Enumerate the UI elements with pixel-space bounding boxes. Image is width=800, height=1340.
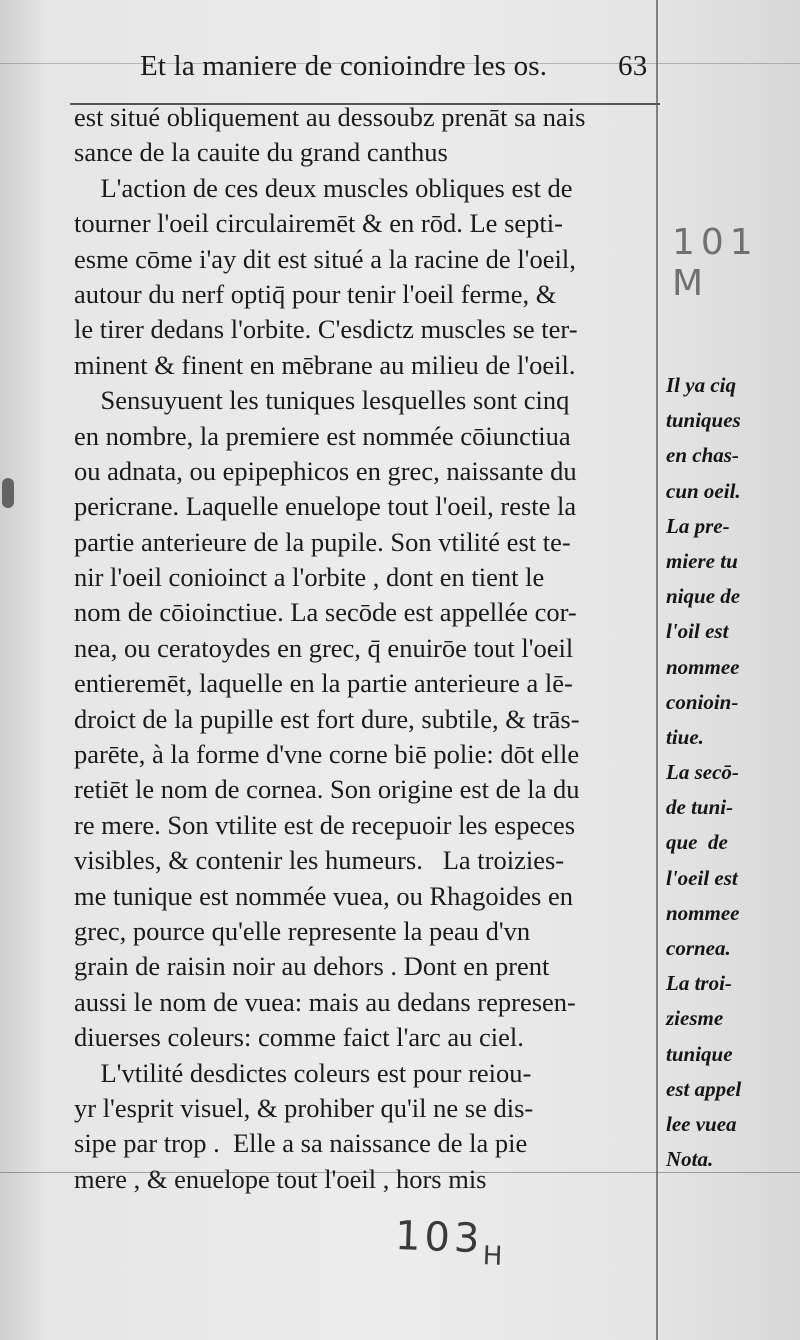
marginal-note-line: La pre- [666,513,730,538]
body-line: esme cōme i'ay dit est situé a la racine de l'oeil, [74,243,576,274]
body-text [74,100,664,1197]
marginal-note-line: Il ya ciq [666,373,736,397]
body-line: sance de la cauite du grand canthus [74,137,448,168]
marginal-note-line: tiue. [666,724,704,749]
page-number: 63 [618,50,648,82]
marginal-note-line: Nota. [666,1147,714,1172]
running-head-title: Et la maniere de conioindre les os. [140,50,548,82]
body-line: L'action de ces deux muscles obliques est de [74,172,573,203]
body-line: autour du nerf optiq̄ pour tenir l'oeil ferme, & [74,278,557,309]
marginal-note-line: est appel [666,1076,742,1101]
handwritten-folio-right: 101 M [672,222,759,304]
body-line: yr l'esprit visuel, & prohiber qu'il ne se dis- [74,1092,534,1123]
body-line: diuerses coleurs: comme faict l'arc au ciel. [74,1022,524,1053]
body-line: mere , & enuelope tout l'oeil , hors mis [74,1163,487,1194]
handwritten-number: 103 [394,1213,485,1263]
body-line: aussi le nom de vuea: mais au dedans represen- [74,986,576,1017]
body-line: tourner l'oeil circulairemēt & en rōd. Le septi- [74,208,563,239]
handwritten-suffix: H [482,1241,507,1272]
marginal-note-line: ziesme [666,1006,724,1031]
marginal-note-line: en chas- [666,443,739,468]
body-line: grec, pource qu'elle represente la peau d'vn [74,915,531,946]
body-line: me tunique est nommée vuea, ou Rhagoides en [74,880,573,911]
body-line: droict de la pupille est fort dure, subtile, & trās- [74,703,580,734]
marginal-note-line: miere tu [666,548,738,573]
marginal-note-line: tunique [666,1041,733,1066]
body-line: visibles, & contenir les humeurs. La troizies- [74,845,565,876]
body-line: en nombre, la premiere est nommée cōiunctiua [74,420,571,451]
body-line: entieremēt, laquelle en la partie anterieure a lē- [74,668,573,699]
marginal-note-line: conioin- [666,689,739,714]
running-head [140,50,660,90]
body-line: ou adnata, ou epipephicos en grec, naissante du [74,455,577,486]
marginal-note-line: tuniques [666,408,741,433]
marginal-note-line: l'oil est [666,619,729,644]
body-line: nom de cōioinctiue. La secōde est appellée cor- [74,597,577,628]
body-line: parēte, à la forme d'vne corne biē polie: dōt elle [74,739,580,770]
body-line: pericrane. Laquelle enuelope tout l'oeil, reste la [74,491,577,522]
body-line: retiēt le nom de cornea. Son origine est de la du [74,774,580,805]
marginal-note-line: nommee [666,654,740,679]
marginal-note-line: cornea. [666,936,731,960]
body-line: grain de raisin noir au dehors . Dont en prent [74,951,550,982]
marginal-note-line: que de [666,830,728,855]
marginal-note-line: La secō- [666,760,739,785]
ink-smudge [2,478,14,508]
body-line: re mere. Son vtilite est de recepuoir les especes [74,809,576,840]
body-line: le tirer dedans l'orbite. C'esdictz muscles se ter- [74,314,578,345]
marginal-note-line: nommee [666,900,740,925]
body-line: partie anterieure de la pupile. Son vtilité est te- [74,526,571,557]
marginal-note-line: de tuni- [666,795,734,820]
body-line: sipe par trop . Elle a sa naissance de la pie [74,1128,528,1159]
marginal-note-line: cun oeil. [666,478,741,503]
body-line: minent & finent en mēbrane au milieu de l'oeil. [74,349,576,380]
body-line: nea, ou ceratoydes en grec, q̄ enuirōe tout l'oeil [74,632,574,663]
body-line: nir l'oeil conioinct a l'orbite , dont en tient le [74,562,545,593]
body-line: est situé obliquement au dessoubz prenāt sa nais [74,102,586,132]
marginal-note-line: nique de [666,584,741,609]
marginal-note-line: l'oeil est [666,865,738,890]
marginal-note-line: lee vuea [666,1111,737,1136]
marginal-note-line: La troi- [666,971,732,996]
body-line: Sensuyuent les tuniques lesquelles sont cinq [74,385,570,416]
handwritten-folio-bottom [394,1213,507,1272]
marginal-notes [666,368,796,1177]
body-line: L'vtilité desdictes coleurs est pour reiou- [74,1057,532,1088]
